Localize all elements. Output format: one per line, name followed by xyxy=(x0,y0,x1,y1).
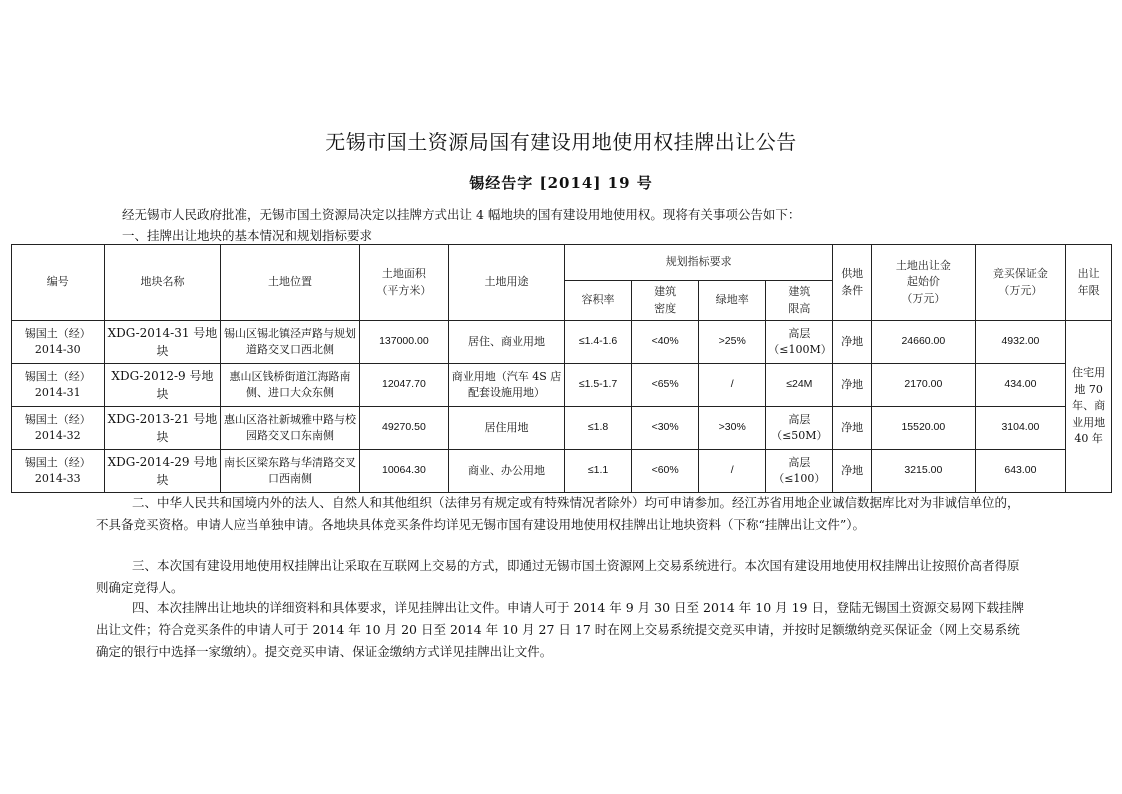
header-term-line1: 出让 xyxy=(1077,267,1100,280)
row-price: 24660.00 xyxy=(872,321,976,364)
header-density-line2: 密度 xyxy=(654,301,677,315)
row-id-line1: 锡国土（经） xyxy=(24,455,91,469)
row-density: <40% xyxy=(632,321,699,364)
row-price: 2170.00 xyxy=(872,364,976,407)
row-supply: 净地 xyxy=(833,407,872,450)
row-location: 锡山区锡北镇泾声路与规划道路交叉口西北侧 xyxy=(221,321,359,364)
section-2-paragraph: 二、中华人民共和国境内外的法人、自然人和其他组织（法律另有规定或有特殊情况者除外）均可申请参加。经江苏省用地企业诚信数据库比对为非诚信单位的，不具备竞买资格。申请人应当单独申请。各地块具体竞买条件均详见无锡市国有建设用地使用权挂牌出让地块资料（下称“挂牌出让文件”）。 xyxy=(96,495,1020,532)
header-far: 容积率 xyxy=(565,281,632,321)
header-height xyxy=(766,281,833,321)
header-deposit-line2: （万元） xyxy=(998,283,1043,297)
row-area: 49270.50 xyxy=(359,407,448,450)
row-id-line2: 2014-33 xyxy=(34,472,81,485)
table-header-row xyxy=(12,245,1112,281)
header-area xyxy=(359,245,448,321)
header-price-line3: （万元） xyxy=(901,291,946,305)
header-name: 地块名称 xyxy=(104,245,221,321)
header-density xyxy=(632,281,699,321)
row-height: ≤24M xyxy=(766,364,833,407)
row-height: 高层（≤50M） xyxy=(766,407,833,450)
row-id-line2: 2014-30 xyxy=(34,343,81,356)
page-title: 无锡市国土资源局国有建设用地使用权挂牌出让公告 xyxy=(325,130,797,154)
section-3-paragraph: 三、本次国有建设用地使用权挂牌出让采取在互联网上交易的方式，即通过无锡市国土资源网上交易系统进行。本次国有建设用地使用权挂牌出让按照价高者得原则确定竞得人。 xyxy=(96,558,1020,595)
row-area: 10064.30 xyxy=(359,450,448,493)
row-green: / xyxy=(699,450,766,493)
row-supply: 净地 xyxy=(833,321,872,364)
row-density: <30% xyxy=(632,407,699,450)
row-id-line1: 锡国土（经） xyxy=(24,369,91,383)
row-deposit: 643.00 xyxy=(975,450,1065,493)
row-deposit: 434.00 xyxy=(975,364,1065,407)
row-id-line1: 锡国土（经） xyxy=(24,412,91,426)
row-parcel-name: XDG-2012-9 号地块 xyxy=(104,364,221,407)
row-far: ≤1.8 xyxy=(565,407,632,450)
row-id xyxy=(12,364,105,407)
row-height: 高层（≤100M） xyxy=(766,321,833,364)
row-far: ≤1.5-1.7 xyxy=(565,364,632,407)
header-density-line1: 建筑 xyxy=(654,285,677,298)
row-supply: 净地 xyxy=(833,450,872,493)
header-location: 土地位置 xyxy=(221,245,359,321)
row-use: 居住用地 xyxy=(449,407,565,450)
row-location: 南长区梁东路与华清路交叉口西南侧 xyxy=(221,450,359,493)
table-row xyxy=(12,407,1112,450)
row-deposit: 4932.00 xyxy=(975,321,1065,364)
table-row xyxy=(12,321,1112,364)
header-area-line2: （平方米） xyxy=(376,283,432,297)
row-location: 惠山区洛社新城雅中路与校园路交叉口东南侧 xyxy=(221,407,359,450)
land-parcel-table xyxy=(11,244,1112,493)
section-4-paragraph: 四、本次挂牌出让地块的详细资料和具体要求，详见挂牌出让文件。申请人可于 2014 年 9 月 30 日至 2014 年 10 月 19 日，登陆无锡国土资源交易网下载挂牌出让文件；符合竞买条件的申请人可于 2014 年 10 月 20 日至 2014 年 10 月 27 日 17 时在网上交易系统提交竞买申请，并按时足额缴纳竞买保证金（网上交易系统确定的银行中选择一家缴纳）。提交竞买申请、保证金缴纳方式详见挂牌出让文件。 xyxy=(96,600,1024,659)
section-1-heading: 一、挂牌出让地块的基本情况和规划指标要求 xyxy=(122,228,373,243)
header-green: 绿地率 xyxy=(699,281,766,321)
row-density: <65% xyxy=(632,364,699,407)
row-supply: 净地 xyxy=(833,364,872,407)
header-area-line1: 土地面积 xyxy=(381,267,426,280)
row-green: >25% xyxy=(699,321,766,364)
header-deposit xyxy=(975,245,1065,321)
row-price: 15520.00 xyxy=(872,407,976,450)
document-number: 锡经告字 [2014] 19 号 xyxy=(469,174,653,192)
row-density: <60% xyxy=(632,450,699,493)
row-parcel-name: XDG-2014-29 号地块 xyxy=(104,450,221,493)
row-deposit: 3104.00 xyxy=(975,407,1065,450)
row-price: 3215.00 xyxy=(872,450,976,493)
header-supply-line1: 供地 xyxy=(841,267,864,280)
intro-paragraph: 经无锡市人民政府批准，无锡市国土资源局决定以挂牌方式出让 4 幅地块的国有建设用地使用权。现将有关事项公告如下： xyxy=(122,207,801,222)
header-id: 编号 xyxy=(12,245,105,321)
row-use: 商业用地（汽车 4S 店配套设施用地） xyxy=(449,364,565,407)
row-id xyxy=(12,321,105,364)
row-area: 137000.00 xyxy=(359,321,448,364)
row-id-line2: 2014-32 xyxy=(34,429,81,442)
row-use: 居住、商业用地 xyxy=(449,321,565,364)
term-cell: 住宅用地 70 年、商业用地 40 年 xyxy=(1066,321,1112,493)
row-location: 惠山区钱桥街道江海路南侧、进口大众东侧 xyxy=(221,364,359,407)
row-area: 12047.70 xyxy=(359,364,448,407)
header-use: 土地用途 xyxy=(449,245,565,321)
header-price-line2: 起始价 xyxy=(906,275,940,289)
row-height: 高层（≤100） xyxy=(766,450,833,493)
header-term xyxy=(1066,245,1112,321)
header-supply xyxy=(833,245,872,321)
row-parcel-name: XDG-2013-21 号地块 xyxy=(104,407,221,450)
row-far: ≤1.1 xyxy=(565,450,632,493)
header-supply-line2: 条件 xyxy=(841,283,864,297)
row-id-line2: 2014-31 xyxy=(34,386,81,399)
table-row xyxy=(12,364,1112,407)
row-use: 商业、办公用地 xyxy=(449,450,565,493)
row-id xyxy=(12,450,105,493)
header-price xyxy=(872,245,976,321)
header-height-line2: 限高 xyxy=(788,301,811,315)
header-height-line1: 建筑 xyxy=(788,285,811,298)
row-green: >30% xyxy=(699,407,766,450)
header-planning: 规划指标要求 xyxy=(565,245,833,281)
row-green: / xyxy=(699,364,766,407)
header-price-line1: 土地出让金 xyxy=(895,258,951,272)
row-id xyxy=(12,407,105,450)
row-parcel-name: XDG-2014-31 号地块 xyxy=(104,321,221,364)
row-id-line1: 锡国土（经） xyxy=(24,326,91,340)
table-row xyxy=(12,450,1112,493)
header-term-line2: 年限 xyxy=(1077,283,1100,297)
row-far: ≤1.4-1.6 xyxy=(565,321,632,364)
header-deposit-line1: 竞买保证金 xyxy=(992,267,1048,280)
